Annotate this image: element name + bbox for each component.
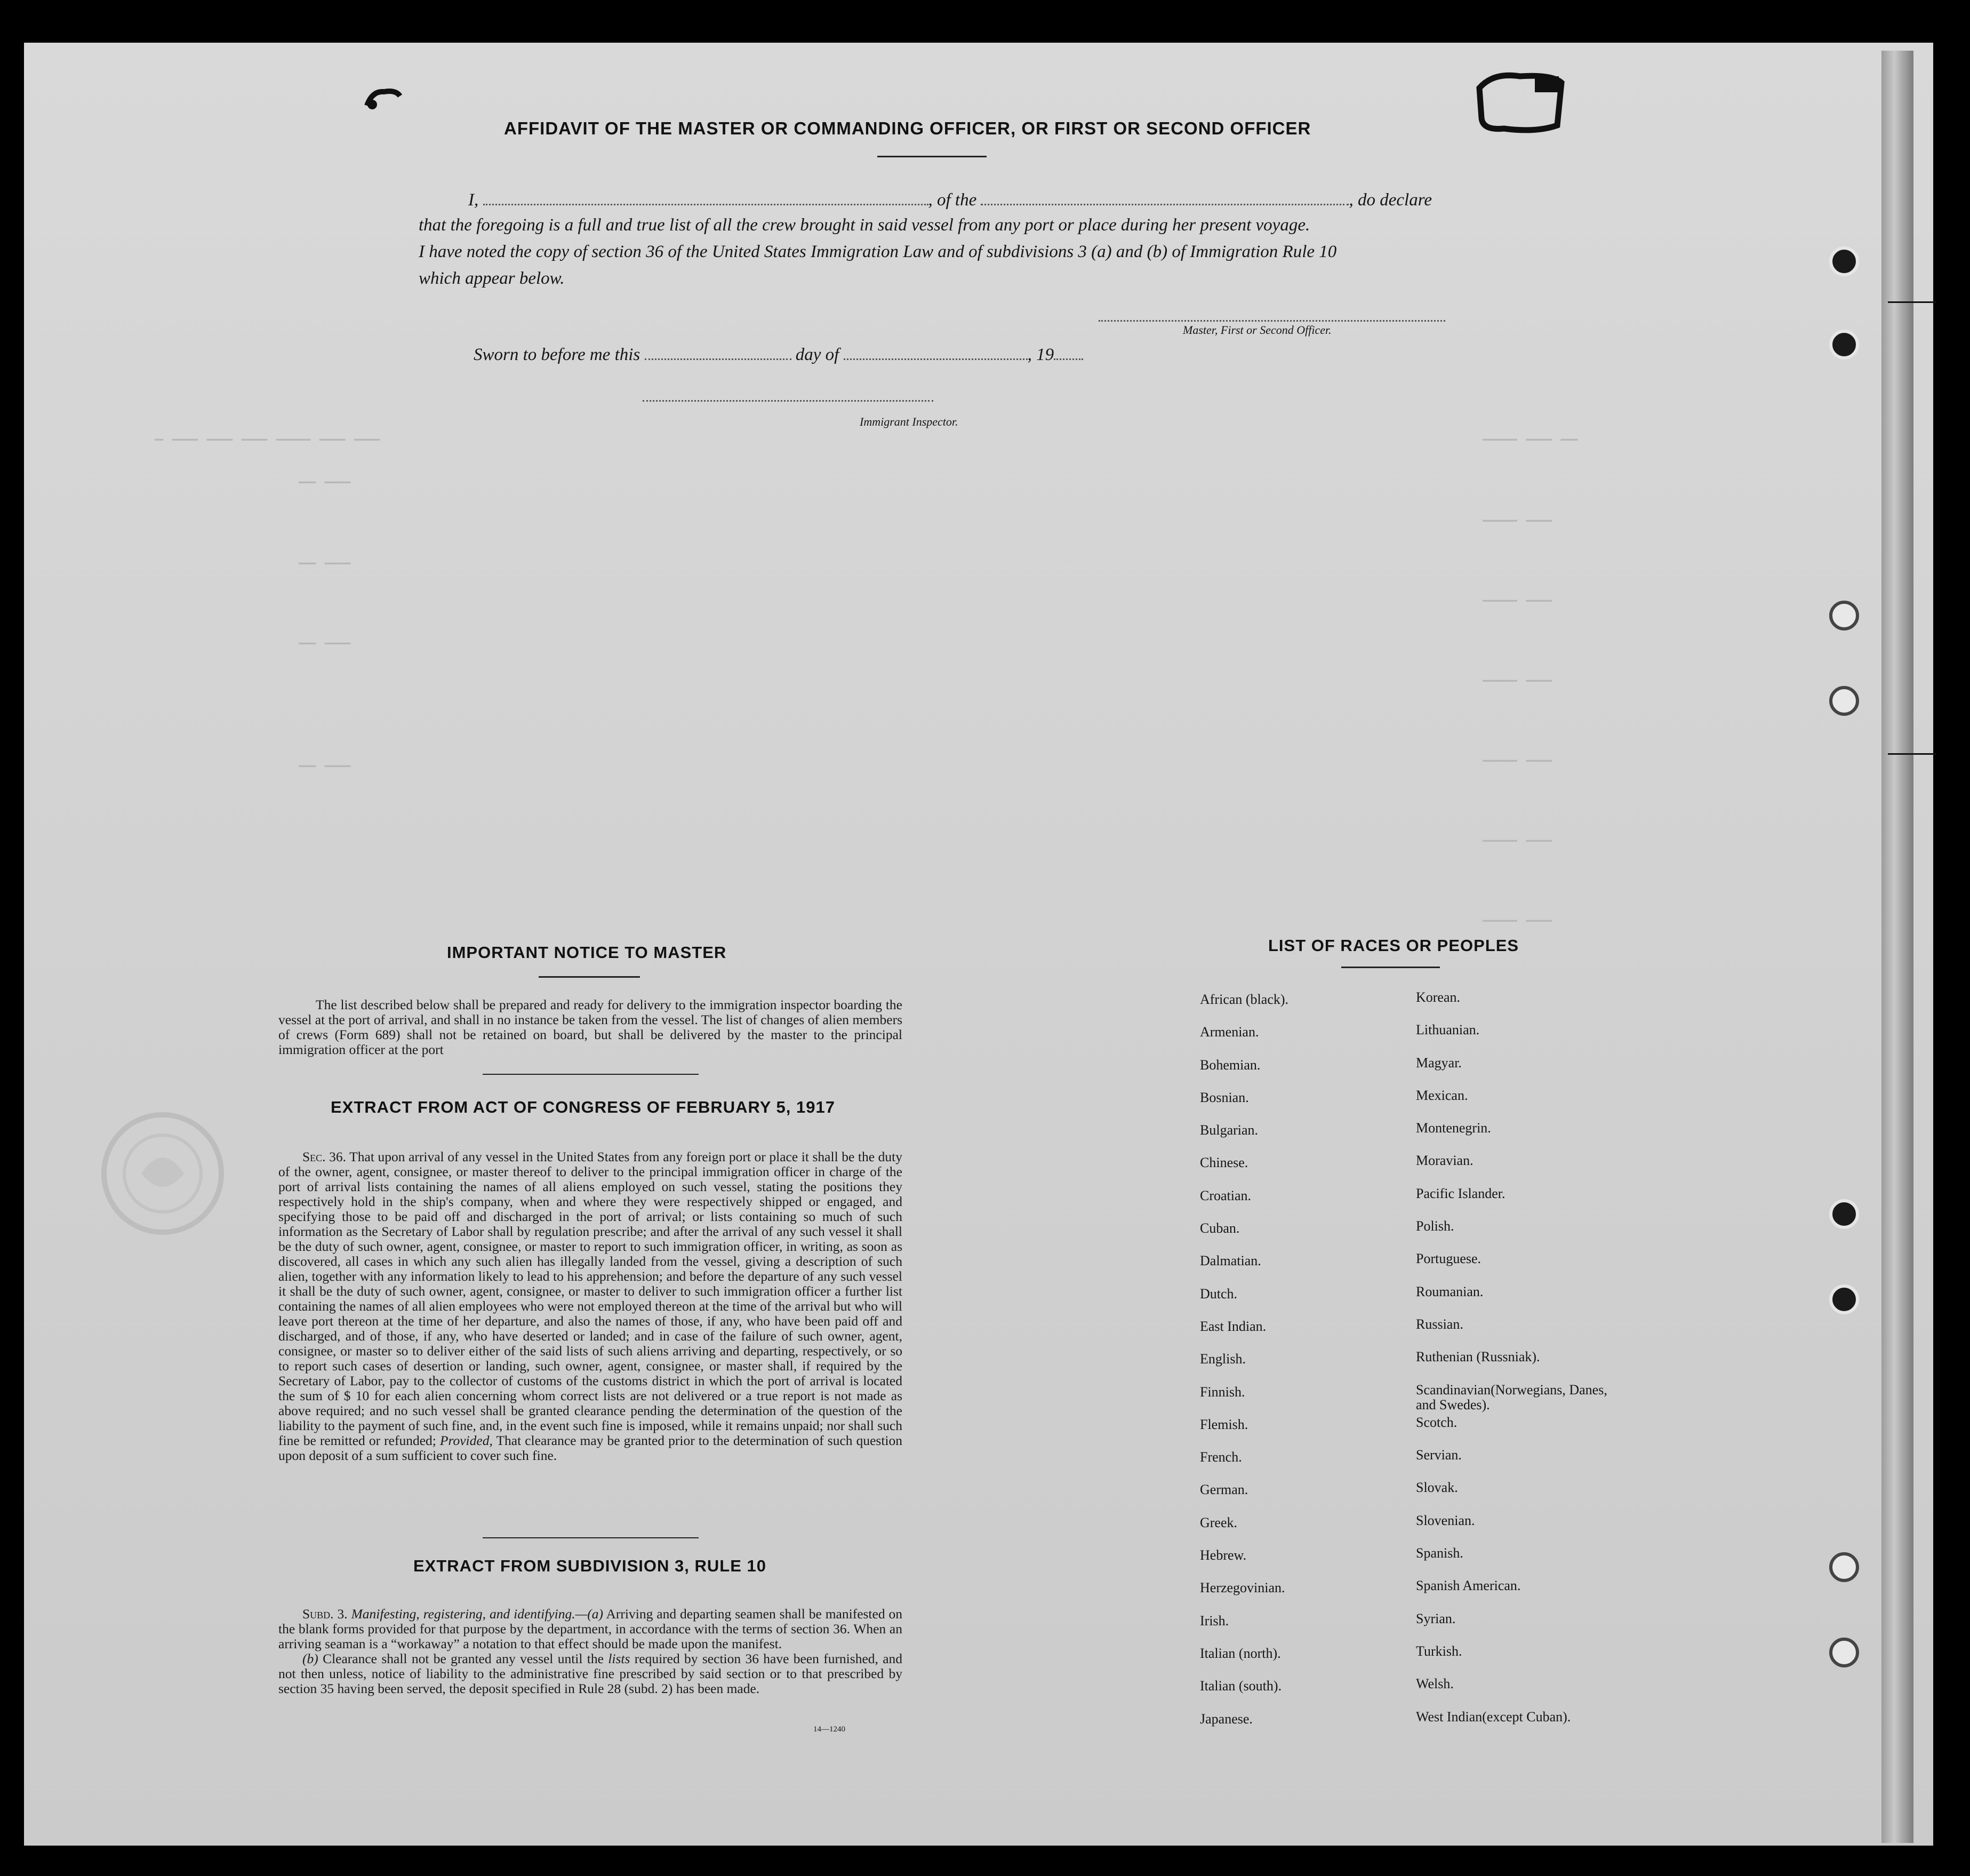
declarant-prefix: I,	[468, 190, 479, 210]
form-number: 14—1240	[813, 1725, 845, 1734]
races-column-2	[1416, 990, 1608, 1742]
race-item: German.	[1200, 1482, 1248, 1498]
race-item: Italian (south).	[1200, 1678, 1282, 1694]
punch-hole	[1829, 330, 1859, 360]
bleed-through-text: ———— ———	[1483, 832, 1552, 849]
race-item: Irish.	[1200, 1612, 1229, 1628]
race-item: Herzegovinian.	[1200, 1580, 1285, 1596]
race-item: Greek.	[1200, 1514, 1238, 1530]
sworn-year-field[interactable]	[1054, 342, 1083, 360]
bleed-through-text: ———— ———	[1483, 512, 1552, 529]
race-item: Slovak.	[1416, 1480, 1458, 1496]
race-item: Croatian.	[1200, 1187, 1252, 1203]
form-page	[24, 43, 1933, 1846]
race-item: Japanese.	[1200, 1711, 1253, 1727]
declarant-name-field[interactable]	[483, 188, 928, 205]
punch-hole	[1829, 1552, 1859, 1582]
inspector-signature-field[interactable]	[643, 385, 933, 402]
race-item: Chinese.	[1200, 1155, 1248, 1171]
bleed-through-text: —— ———	[299, 555, 351, 571]
races-rule	[1341, 967, 1440, 968]
sworn-day-field[interactable]	[645, 342, 791, 360]
bleed-through-text: ———— ———	[1483, 672, 1552, 689]
race-item: Russian.	[1416, 1316, 1463, 1332]
notice-title: IMPORTANT NOTICE TO MASTER	[447, 943, 727, 962]
race-item: Roumanian.	[1416, 1283, 1484, 1299]
race-item: Portuguese.	[1416, 1251, 1481, 1267]
race-item: Hebrew.	[1200, 1547, 1247, 1563]
inspector-caption: Immigrant Inspector.	[860, 415, 958, 428]
race-item: English.	[1200, 1351, 1246, 1367]
punch-hole	[1829, 601, 1859, 630]
race-item: African (black).	[1200, 992, 1289, 1007]
ink-blot	[1472, 67, 1568, 139]
subd-a-text: Arriving and departing seamen shall be manifested on the blank forms provided for that purpose by the department, in accordance with the terms of section 36. When an arriving seaman is a “workaway” a notation to that effect should be made upon the manifest.	[278, 1606, 903, 1651]
master-signature-caption: Master, First or Second Officer.	[1183, 323, 1332, 337]
subd-heading: Manifesting, registering, and identifying.—(a)	[351, 1606, 603, 1622]
section-36-text: That upon arrival of any vessel in the United States from any foreign port or place it shall be the duty of the owner, agent, consignee, or master thereof to deliver to the principal immigration officer in charge of the port of arrival lists containing the names of all aliens employed on such vessel, stating the positions they respectively hold in the ship's company, when and where they were respectively shipped or engaged, and specifying those to be paid off and discharged in the port of arrival; or lists containing so much of such information as the Secretary of Labor shall by regulation prescribe; and after the arrival of any such vessel it shall be the duty of such owner, agent, consignee, or master to report to such immigration officer, in writing, as soon as discovered, all cases in which any such alien has illegally landed from the vessel, giving a description of such alien, together with any information likely to lead to his apprehension; and before the departure of any such vessel it shall be the duty of such owner, agent, consignee, or master to deliver to such immigration officer a further list containing the names of all alien employees who were not employed thereon at the time of the arrival but who will leave port thereon at the time of her departure, and also the names of those, if any, who have been paid off and discharged, and of those, if any, who have deserted or landed; and in case of the failure of such owner, agent, consignee, or master so to deliver either of the said lists of such aliens arriving and departing, respectively, or so to report such cases of desertion or landing, such owner, agent, consignee, or master shall, if required by the Secretary of Labor, pay to the collector of customs of the customs district in which the port of arrival is located the sum of $ 10 for each alien concerning whom correct lists are not delivered or a true report is not made as above required; and no such vessel shall be granted clearance pending the determination of the question of the liability to the payment of such fine, and, in the event such fine is imposed, while it remains unpaid; nor shall such fine be remitted or refunded;	[278, 1149, 902, 1448]
declaration-line	[468, 187, 1432, 213]
extract-rule-text	[278, 1607, 902, 1696]
section-rule	[483, 1074, 699, 1075]
of-the-label: , of the	[928, 190, 977, 210]
race-item: Syrian.	[1416, 1610, 1456, 1626]
bleed-through-text: ———— ———	[1483, 752, 1552, 769]
race-item: Pacific Islander.	[1416, 1185, 1505, 1201]
section-36-proviso: That clearance may be granted prior to the determination of such question upon deposit of a sum sufficient to cover such fine.	[278, 1433, 903, 1463]
declaration-text: that the foregoing is a full and true list of all the crew brought in said vessel from any port or place during her present voyage.	[419, 215, 1310, 235]
race-item: Bohemian.	[1200, 1057, 1261, 1073]
subd-b-text: required by section 36 have been furnished, and not then unless, notice of liability to the administrative fine prescribed by said section or to that prescribed by section 35 having been served, the deposit specified in Rule 28 (subd. 2) has been made.	[278, 1651, 903, 1696]
race-item: East Indian.	[1200, 1318, 1267, 1334]
extract-rule-title: EXTRACT FROM SUBDIVISION 3, RULE 10	[413, 1556, 766, 1575]
section-rule	[483, 1537, 699, 1538]
declaration-text: I have noted the copy of section 36 of the United States Immigration Law and of subdivisions 3 (a) and (b) of Immigration Rule 10	[419, 242, 1337, 261]
race-item: Finnish.	[1200, 1384, 1245, 1400]
ink-mark	[363, 85, 405, 112]
subdivision-b-paragraph	[278, 1651, 902, 1696]
provided-label: Provided,	[439, 1433, 493, 1448]
notice-paragraph: The list described below shall be prepared and ready for delivery to the immigration inspector boarding the vessel at the port of arrival, and shall in no instance be taken from the vessel. The list of changes of alien members of crews (Form 689) shall not be retained on board, but shall be delivered by the master to the principal immigration officer at the port	[278, 997, 902, 1057]
subd-label: Subd. 3.	[302, 1606, 348, 1622]
day-of-label: day of	[795, 345, 839, 364]
race-item: Ruthenian (Russniak).	[1416, 1349, 1540, 1365]
do-declare-label: , do declare	[1349, 190, 1432, 210]
race-item: Flemish.	[1200, 1416, 1248, 1432]
race-item: Scandinavian(Norwegians, Danes, and Swedes).	[1416, 1382, 1607, 1412]
subd-b-text: Clearance shall not be granted any vessel until the	[323, 1651, 604, 1666]
edge-line	[1888, 301, 1936, 303]
race-item: Dalmatian.	[1200, 1253, 1261, 1269]
race-item: Magyar.	[1416, 1055, 1462, 1071]
bleed-through-text: ———— ——— ——	[1483, 431, 1578, 448]
sworn-line	[474, 341, 1083, 368]
race-item: Polish.	[1416, 1218, 1454, 1234]
race-item: Bulgarian.	[1200, 1122, 1259, 1138]
faded-seal	[93, 1104, 232, 1243]
title-rule	[877, 156, 987, 157]
bleed-through-text: —— ———	[299, 757, 351, 774]
race-item: Spanish.	[1416, 1545, 1463, 1561]
punch-hole	[1829, 1638, 1859, 1667]
races-title: LIST OF RACES OR PEOPLES	[1268, 936, 1519, 955]
race-item: Montenegrin.	[1416, 1120, 1491, 1136]
year-label: , 19	[1027, 345, 1054, 364]
declaration-text: which appear below.	[419, 269, 565, 288]
races-column-1	[1200, 992, 1288, 1744]
race-item: Lithuanian.	[1416, 1022, 1480, 1038]
punch-hole	[1829, 1199, 1859, 1229]
lists-word: lists	[608, 1651, 630, 1666]
race-item: Servian.	[1416, 1447, 1462, 1463]
master-signature-field[interactable]	[1099, 305, 1445, 322]
extract-act-title: EXTRACT FROM ACT OF CONGRESS OF FEBRUARY 5, 1917	[331, 1098, 835, 1116]
race-item: Slovenian.	[1416, 1512, 1475, 1528]
subd-b-label: (b)	[302, 1651, 318, 1666]
vessel-name-field[interactable]	[981, 188, 1349, 205]
race-item: Mexican.	[1416, 1087, 1468, 1103]
extract-act-text	[278, 1149, 902, 1463]
bleed-through-text: — ——— ——— ——— ———— ——— ———	[155, 431, 380, 448]
race-item: Bosnian.	[1200, 1089, 1249, 1105]
race-item: Dutch.	[1200, 1286, 1238, 1302]
sworn-label: Sworn to before me this	[474, 345, 640, 364]
punch-hole	[1829, 246, 1859, 276]
race-item: Cuban.	[1200, 1220, 1240, 1236]
notice-rule	[539, 976, 640, 978]
bleed-through-text: —— ———	[299, 635, 351, 651]
race-item: Spanish American.	[1416, 1578, 1521, 1594]
bleed-through-text: —— ———	[299, 474, 351, 490]
race-item: Moravian.	[1416, 1153, 1474, 1169]
subdivision-a-paragraph	[278, 1607, 902, 1651]
race-item: Korean.	[1416, 989, 1461, 1005]
notice-text	[278, 997, 902, 1057]
race-item: Scotch.	[1416, 1414, 1458, 1430]
punch-hole	[1829, 1284, 1859, 1314]
bleed-through-text: ———— ———	[1483, 592, 1552, 609]
sworn-month-field[interactable]	[844, 342, 1028, 360]
race-item: West Indian(except Cuban).	[1416, 1709, 1571, 1725]
bleed-through-text: ———— ———	[1483, 912, 1552, 929]
race-item: Welsh.	[1416, 1676, 1454, 1692]
edge-line	[1888, 753, 1936, 755]
race-item: Italian (north).	[1200, 1645, 1281, 1661]
race-item: Turkish.	[1416, 1643, 1462, 1659]
race-item: Armenian.	[1200, 1024, 1259, 1040]
race-item: French.	[1200, 1449, 1242, 1465]
affidavit-title: AFFIDAVIT OF THE MASTER OR COMMANDING OFFICER, OR FIRST OR SECOND OFFICER	[504, 118, 1311, 138]
section-label: Sec. 36.	[302, 1149, 347, 1164]
punch-hole	[1829, 686, 1859, 716]
section-36-paragraph	[278, 1149, 902, 1463]
page-edge	[1881, 51, 1913, 1843]
